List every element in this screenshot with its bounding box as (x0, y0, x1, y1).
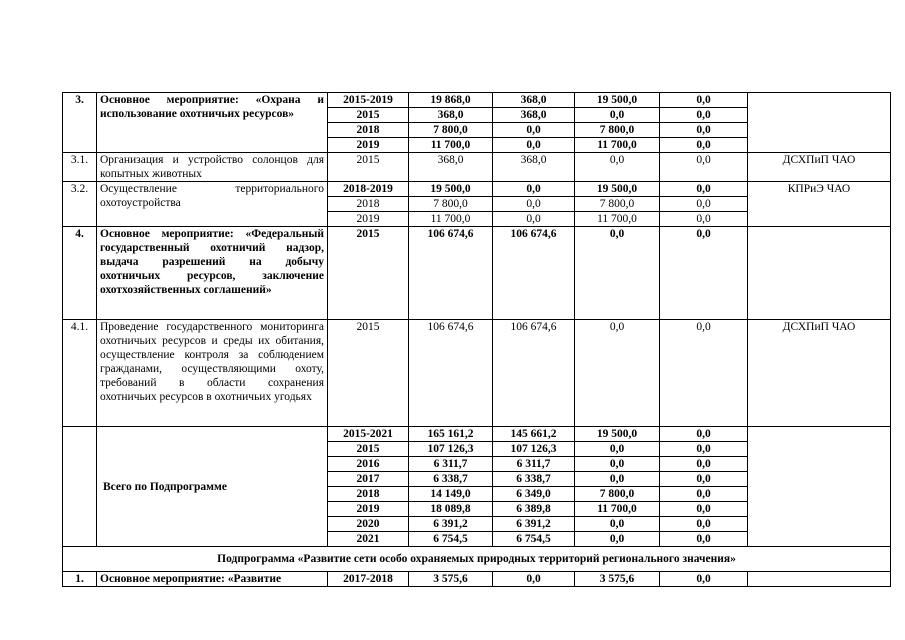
section-title: Подпрограмма «Развитие сети особо охраняемых природных территорий регионального значения» (63, 547, 891, 572)
item-description: Основное мероприятие: «Федеральный государственный охотничий надзор, выдача разрешений на добычу охотничьих ресурсов, заключение охотхозяйственных соглашений» (97, 227, 328, 320)
other-cell: 0,0 (660, 123, 748, 138)
table-row (63, 182, 891, 197)
other-cell: 0,0 (660, 108, 748, 123)
item-number: 4.1. (63, 320, 97, 427)
total-row (63, 427, 891, 442)
total-cell: 165 161,2 (409, 427, 493, 442)
period-cell: 2015 (328, 227, 409, 320)
regional-cell: 0,0 (575, 517, 660, 532)
federal-cell: 0,0 (493, 212, 575, 227)
other-cell: 0,0 (660, 427, 748, 442)
other-cell: 0,0 (660, 153, 748, 182)
regional-cell: 0,0 (575, 108, 660, 123)
federal-cell: 368,0 (493, 108, 575, 123)
other-cell: 0,0 (660, 487, 748, 502)
total-cell: 368,0 (409, 108, 493, 123)
other-cell: 0,0 (660, 517, 748, 532)
federal-cell: 0,0 (493, 138, 575, 153)
federal-cell: 0,0 (493, 123, 575, 138)
federal-cell: 106 674,6 (493, 320, 575, 427)
period-cell: 2015 (328, 320, 409, 427)
period-cell: 2021 (328, 532, 409, 547)
other-cell: 0,0 (660, 320, 748, 427)
period-cell: 2018-2019 (328, 182, 409, 197)
regional-cell: 0,0 (575, 457, 660, 472)
regional-cell: 7 800,0 (575, 123, 660, 138)
other-cell: 0,0 (660, 457, 748, 472)
regional-cell: 11 700,0 (575, 212, 660, 227)
period-cell: 2019 (328, 502, 409, 517)
period-cell: 2018 (328, 487, 409, 502)
regional-cell: 19 500,0 (575, 427, 660, 442)
table-row (63, 93, 891, 108)
table-row (63, 320, 891, 427)
item-number: 3.1. (63, 153, 97, 182)
regional-cell: 7 800,0 (575, 487, 660, 502)
period-cell: 2015 (328, 153, 409, 182)
period-cell: 2015-2021 (328, 427, 409, 442)
table-row (63, 227, 891, 320)
regional-cell: 7 800,0 (575, 197, 660, 212)
total-cell: 7 800,0 (409, 123, 493, 138)
item-number: 3. (63, 93, 97, 153)
federal-cell: 6 754,5 (493, 532, 575, 547)
period-cell: 2020 (328, 517, 409, 532)
executor-cell: КПРиЭ ЧАО (748, 182, 891, 227)
period-cell: 2017-2018 (328, 572, 409, 587)
executor-cell (748, 572, 891, 587)
other-cell: 0,0 (660, 93, 748, 108)
total-executor (748, 427, 891, 547)
total-cell: 3 575,6 (409, 572, 493, 587)
total-cell: 106 674,6 (409, 227, 493, 320)
regional-cell: 3 575,6 (575, 572, 660, 587)
total-cell: 6 311,7 (409, 457, 493, 472)
federal-cell: 145 661,2 (493, 427, 575, 442)
federal-cell: 6 311,7 (493, 457, 575, 472)
regional-cell: 11 700,0 (575, 502, 660, 517)
total-cell: 11 700,0 (409, 138, 493, 153)
other-cell: 0,0 (660, 572, 748, 587)
executor-cell: ДСХПиП ЧАО (748, 320, 891, 427)
table-row (63, 153, 891, 182)
total-label: Всего по Подпрограмме (97, 427, 328, 547)
period-cell: 2016 (328, 457, 409, 472)
total-cell: 106 674,6 (409, 320, 493, 427)
other-cell: 0,0 (660, 182, 748, 197)
item-number: 3.2. (63, 182, 97, 227)
table-row (63, 572, 891, 587)
period-cell: 2018 (328, 197, 409, 212)
federal-cell: 6 391,2 (493, 517, 575, 532)
section-row (63, 547, 891, 572)
federal-cell: 368,0 (493, 153, 575, 182)
other-cell: 0,0 (660, 197, 748, 212)
total-cell: 11 700,0 (409, 212, 493, 227)
item-description: Организация и устройство солонцов для копытных животных (97, 153, 328, 182)
total-cell: 6 391,2 (409, 517, 493, 532)
item-description: Основное мероприятие: «Охрана и использование охотничьих ресурсов» (97, 93, 328, 153)
item-number: 1. (63, 572, 97, 587)
executor-cell (748, 93, 891, 153)
federal-cell: 6 338,7 (493, 472, 575, 487)
regional-cell: 19 500,0 (575, 93, 660, 108)
other-cell: 0,0 (660, 138, 748, 153)
total-cell: 7 800,0 (409, 197, 493, 212)
federal-cell: 6 389,8 (493, 502, 575, 517)
federal-cell: 0,0 (493, 572, 575, 587)
period-cell: 2015 (328, 442, 409, 457)
regional-cell: 0,0 (575, 320, 660, 427)
federal-cell: 0,0 (493, 197, 575, 212)
total-cell: 19 868,0 (409, 93, 493, 108)
period-cell: 2015 (328, 108, 409, 123)
total-number (63, 427, 97, 547)
period-cell: 2015-2019 (328, 93, 409, 108)
total-cell: 6 754,5 (409, 532, 493, 547)
period-cell: 2018 (328, 123, 409, 138)
other-cell: 0,0 (660, 532, 748, 547)
other-cell: 0,0 (660, 442, 748, 457)
federal-cell: 6 349,0 (493, 487, 575, 502)
regional-cell: 0,0 (575, 442, 660, 457)
other-cell: 0,0 (660, 227, 748, 320)
total-cell: 368,0 (409, 153, 493, 182)
item-description: Проведение государственного мониторинга охотничьих ресурсов и среды их обитания, осуществление контроля за соблюдением гражданами, осуществляющими охоту, требований в области сохранения охотничьих ресурсов в охотничьих угодьях (97, 320, 328, 427)
federal-cell: 107 126,3 (493, 442, 575, 457)
executor-cell: ДСХПиП ЧАО (748, 153, 891, 182)
federal-cell: 106 674,6 (493, 227, 575, 320)
other-cell: 0,0 (660, 502, 748, 517)
regional-cell: 0,0 (575, 532, 660, 547)
total-cell: 19 500,0 (409, 182, 493, 197)
federal-cell: 0,0 (493, 182, 575, 197)
regional-cell: 0,0 (575, 472, 660, 487)
period-cell: 2019 (328, 138, 409, 153)
total-cell: 14 149,0 (409, 487, 493, 502)
regional-cell: 11 700,0 (575, 138, 660, 153)
period-cell: 2017 (328, 472, 409, 487)
regional-cell: 19 500,0 (575, 182, 660, 197)
total-cell: 107 126,3 (409, 442, 493, 457)
total-cell: 18 089,8 (409, 502, 493, 517)
period-cell: 2019 (328, 212, 409, 227)
total-cell: 6 338,7 (409, 472, 493, 487)
executor-cell (748, 227, 891, 320)
other-cell: 0,0 (660, 472, 748, 487)
other-cell: 0,0 (660, 212, 748, 227)
regional-cell: 0,0 (575, 227, 660, 320)
regional-cell: 0,0 (575, 153, 660, 182)
item-description: Осуществление территориального охотоустройства (97, 182, 328, 227)
federal-cell: 368,0 (493, 93, 575, 108)
budget-table (62, 92, 891, 587)
item-description: Основное мероприятие: «Развитие (97, 572, 328, 587)
item-number: 4. (63, 227, 97, 320)
